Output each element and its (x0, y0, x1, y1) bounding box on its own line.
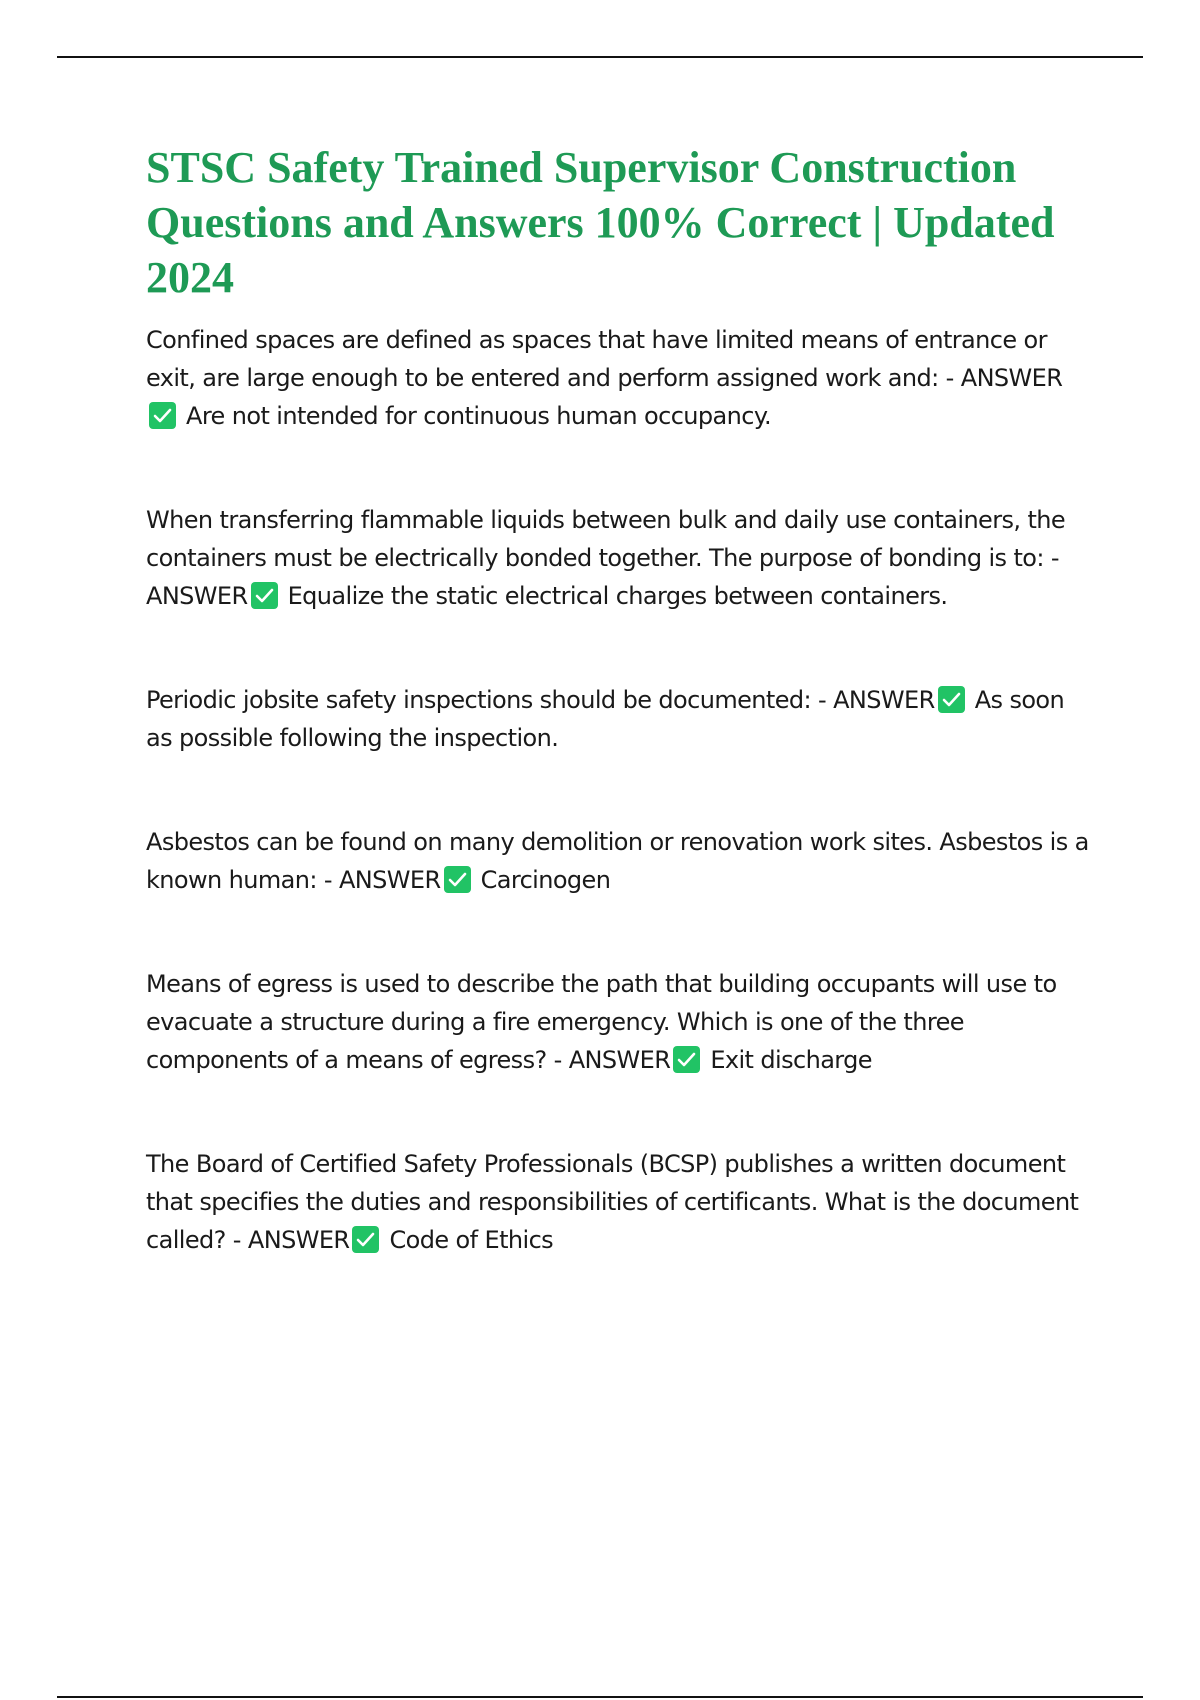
check-icon (251, 582, 278, 609)
footer-rule (57, 1696, 1143, 1698)
qa-item (146, 1145, 1096, 1259)
qa-item (146, 965, 1096, 1079)
answer-text: Exit discharge (710, 1046, 872, 1074)
qa-item (146, 681, 1096, 757)
qa-item (146, 321, 1096, 435)
answer-text: Are not intended for continuous human occupancy. (186, 402, 772, 430)
question-text: When transferring flammable liquids between bulk and daily use containers, the containers must be electrically bonded together. The purpose of bonding is to: - ANSWER (146, 506, 1066, 610)
answer-text: Equalize the static electrical charges between containers. (287, 582, 948, 610)
check-icon (444, 866, 471, 893)
document-body (146, 140, 1096, 1325)
question-text: Means of egress is used to describe the path that building occupants will use to evacuate a structure during a fire emergency. Which is one of the three components of a means of egress? - ANSWER (146, 970, 1057, 1074)
check-icon (938, 686, 965, 713)
question-text: The Board of Certified Safety Professionals (BCSP) publishes a written document that specifies the duties and responsibilities of certificants. What is the document called? - ANSWER (146, 1150, 1079, 1254)
check-icon (352, 1226, 379, 1253)
answer-text: Carcinogen (480, 866, 611, 894)
question-text: Asbestos can be found on many demolition or renovation work sites. Asbestos is a known human: - ANSWER (146, 828, 1089, 894)
answer-text: As soon as possible following the inspection. (146, 686, 1065, 752)
question-text: Periodic jobsite safety inspections should be documented: - ANSWER (146, 686, 935, 714)
check-icon (673, 1046, 700, 1073)
check-icon (149, 402, 176, 429)
qa-item (146, 501, 1096, 615)
question-text: Confined spaces are defined as spaces that have limited means of entrance or exit, are large enough to be entered and perform assigned work and: - ANSWER (146, 326, 1063, 392)
qa-item (146, 823, 1096, 899)
document-title: STSC Safety Trained Supervisor Construction Questions and Answers 100% Correct | Updated 2024 (146, 143, 1055, 302)
answer-text: Code of Ethics (389, 1226, 554, 1254)
header-rule (57, 56, 1143, 58)
